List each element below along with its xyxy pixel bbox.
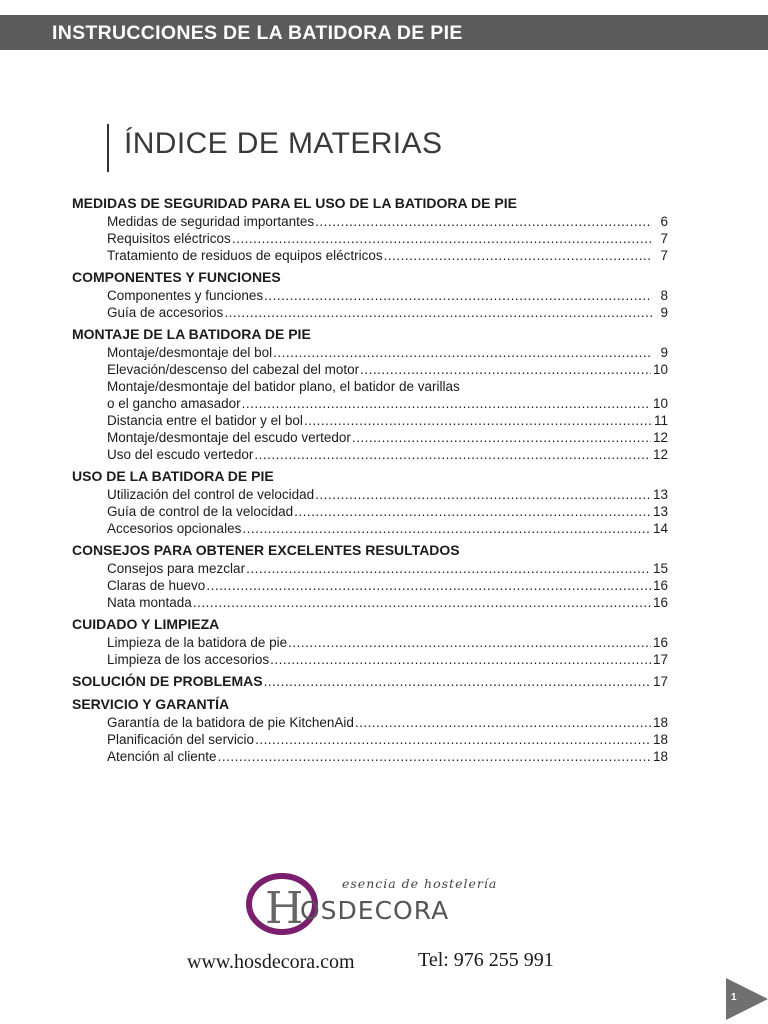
toc-section xyxy=(72,325,668,463)
toc-section-title[interactable]: COMPONENTES Y FUNCIONES xyxy=(72,269,281,285)
page-ref: 18 xyxy=(652,715,668,730)
entry-label: Uso del escudo vertedor xyxy=(107,447,254,462)
toc-heading: ÍNDICE DE MATERIAS xyxy=(124,127,443,160)
dot-leader xyxy=(224,304,652,321)
toc-entry[interactable] xyxy=(72,594,668,611)
entry-label: Medidas de seguridad importantes xyxy=(107,214,315,229)
logo-wordmark: OSDECORA xyxy=(300,896,450,925)
toc-section xyxy=(72,695,668,765)
toc-entry[interactable] xyxy=(72,412,668,429)
dot-leader xyxy=(315,213,652,230)
entry-label: Limpieza de los accesorios xyxy=(107,652,270,667)
dot-leader xyxy=(264,287,652,304)
toc-entry[interactable] xyxy=(72,429,668,446)
entry-label: Claras de huevo xyxy=(107,578,206,593)
toc-entry[interactable] xyxy=(72,287,668,304)
page-ref: 17 xyxy=(652,674,668,689)
page-ref: 18 xyxy=(652,732,668,747)
phone-number: Tel: 976 255 991 xyxy=(418,949,554,971)
dot-leader xyxy=(242,395,651,412)
logo-tagline: esencia de hostelería xyxy=(342,876,498,891)
dot-leader xyxy=(255,731,651,748)
page-ref: 9 xyxy=(660,345,668,360)
toc-entry[interactable] xyxy=(72,731,668,748)
entry-label: Nata montada xyxy=(107,595,192,610)
page-ref: 13 xyxy=(652,487,668,502)
toc-section-title[interactable]: CUIDADO Y LIMPIEZA xyxy=(72,616,220,632)
entry-label: Consejos para mezclar xyxy=(107,561,246,576)
page-ref: 14 xyxy=(652,521,668,536)
page-ref: 15 xyxy=(652,561,668,576)
toc-section-title[interactable]: CONSEJOS PARA OBTENER EXCELENTES RESULTADOS xyxy=(72,542,460,558)
toc-section-title[interactable] xyxy=(72,672,668,691)
toc-entry[interactable] xyxy=(72,395,668,412)
toc-section xyxy=(72,615,668,668)
document-title: INSTRUCCIONES DE LA BATIDORA DE PIE xyxy=(52,22,463,44)
logo-initial: H xyxy=(265,883,304,934)
toc-entry[interactable] xyxy=(72,247,668,264)
page-ref: 7 xyxy=(660,231,668,246)
dot-leader xyxy=(193,594,651,611)
dot-leader xyxy=(270,651,651,668)
page-number: 1 xyxy=(731,992,737,1003)
toc-section-title[interactable]: MONTAJE DE LA BATIDORA DE PIE xyxy=(72,326,311,342)
toc-section xyxy=(72,467,668,537)
toc-section-title[interactable]: SERVICIO Y GARANTÍA xyxy=(72,696,230,712)
page-ref: 16 xyxy=(652,635,668,650)
page-ref: 17 xyxy=(652,652,668,667)
website-link[interactable]: www.hosdecora.com xyxy=(187,951,355,973)
toc-entry[interactable] xyxy=(72,304,668,321)
table-of-contents xyxy=(72,194,668,769)
dot-leader xyxy=(352,429,651,446)
entry-label: Accesorios opcionales xyxy=(107,521,242,536)
toc-entry[interactable] xyxy=(72,577,668,594)
page-ref: 18 xyxy=(652,749,668,764)
page-ref: 12 xyxy=(652,430,668,445)
toc-entry[interactable] xyxy=(72,213,668,230)
toc-entry[interactable] xyxy=(72,560,668,577)
toc-entry[interactable] xyxy=(72,503,668,520)
page-ref: 12 xyxy=(652,447,668,462)
toc-entry[interactable] xyxy=(72,486,668,503)
page-ref: 10 xyxy=(652,396,668,411)
page-ref: 8 xyxy=(660,288,668,303)
toc-entry[interactable] xyxy=(72,361,668,378)
entry-label: Elevación/descenso del cabezal del motor xyxy=(107,362,360,377)
entry-label: Requisitos eléctricos xyxy=(107,231,231,246)
dot-leader xyxy=(273,344,652,361)
entry-label: Montaje/desmontaje del bol xyxy=(107,345,273,360)
entry-label: Guía de control de la velocidad xyxy=(107,504,294,519)
dot-leader xyxy=(360,361,651,378)
dot-leader xyxy=(232,230,652,247)
dot-leader xyxy=(288,634,651,651)
entry-label: Montaje/desmontaje del escudo vertedor xyxy=(107,430,351,445)
entry-label: Limpieza de la batidora de pie xyxy=(107,635,288,650)
toc-entry[interactable] xyxy=(72,520,668,537)
dot-leader xyxy=(384,247,652,264)
entry-label: Atención al cliente xyxy=(107,749,217,764)
dot-leader xyxy=(242,520,651,537)
page-ref: 11 xyxy=(653,413,668,428)
entry-label: Utilización del control de velocidad xyxy=(107,487,315,502)
toc-entry[interactable] xyxy=(72,230,668,247)
dot-leader xyxy=(206,577,651,594)
toc-entry[interactable] xyxy=(72,446,668,463)
page-ref: 16 xyxy=(652,595,668,610)
toc-section-title[interactable]: USO DE LA BATIDORA DE PIE xyxy=(72,468,274,484)
entry-label: Planificación del servicio xyxy=(107,732,255,747)
page-ref: 16 xyxy=(652,578,668,593)
entry-label: Guía de accesorios xyxy=(107,305,224,320)
section-title-label: SOLUCIÓN DE PROBLEMAS xyxy=(72,673,263,689)
header-bar xyxy=(0,15,768,50)
toc-section xyxy=(72,268,668,321)
dot-leader xyxy=(304,412,652,429)
dot-leader xyxy=(315,486,651,503)
dot-leader xyxy=(264,672,651,691)
toc-entry[interactable] xyxy=(72,651,668,668)
entry-label: Distancia entre el batidor y el bol xyxy=(107,413,303,428)
entry-label: Componentes y funciones xyxy=(107,288,264,303)
toc-section xyxy=(72,672,668,691)
toc-entry[interactable] xyxy=(72,344,668,361)
page-ref: 10 xyxy=(652,362,668,377)
dot-leader xyxy=(355,714,651,731)
entry-label: Garantía de la batidora de pie KitchenAid xyxy=(107,715,354,730)
toc-section xyxy=(72,541,668,611)
page-ref: 13 xyxy=(652,504,668,519)
toc-section-title[interactable]: MEDIDAS DE SEGURIDAD PARA EL USO DE LA BATIDORA DE PIE xyxy=(72,195,517,211)
heading-rule xyxy=(107,124,109,172)
toc-section xyxy=(72,194,668,264)
dot-leader xyxy=(294,503,651,520)
toc-entry[interactable] xyxy=(72,634,668,651)
toc-entry[interactable] xyxy=(72,714,668,731)
page-ref: 7 xyxy=(660,248,668,263)
page-ref: 6 xyxy=(660,214,668,229)
page-ref: 9 xyxy=(660,305,668,320)
toc-entry-line: Montaje/desmontaje del batidor plano, el batidor de varillas xyxy=(107,379,460,394)
dot-leader xyxy=(254,446,651,463)
dot-leader xyxy=(246,560,651,577)
entry-label: o el gancho amasador xyxy=(107,396,241,411)
entry-label: Tratamiento de residuos de equipos eléctricos xyxy=(107,248,383,263)
toc-entry[interactable] xyxy=(72,748,668,765)
dot-leader xyxy=(218,748,651,765)
